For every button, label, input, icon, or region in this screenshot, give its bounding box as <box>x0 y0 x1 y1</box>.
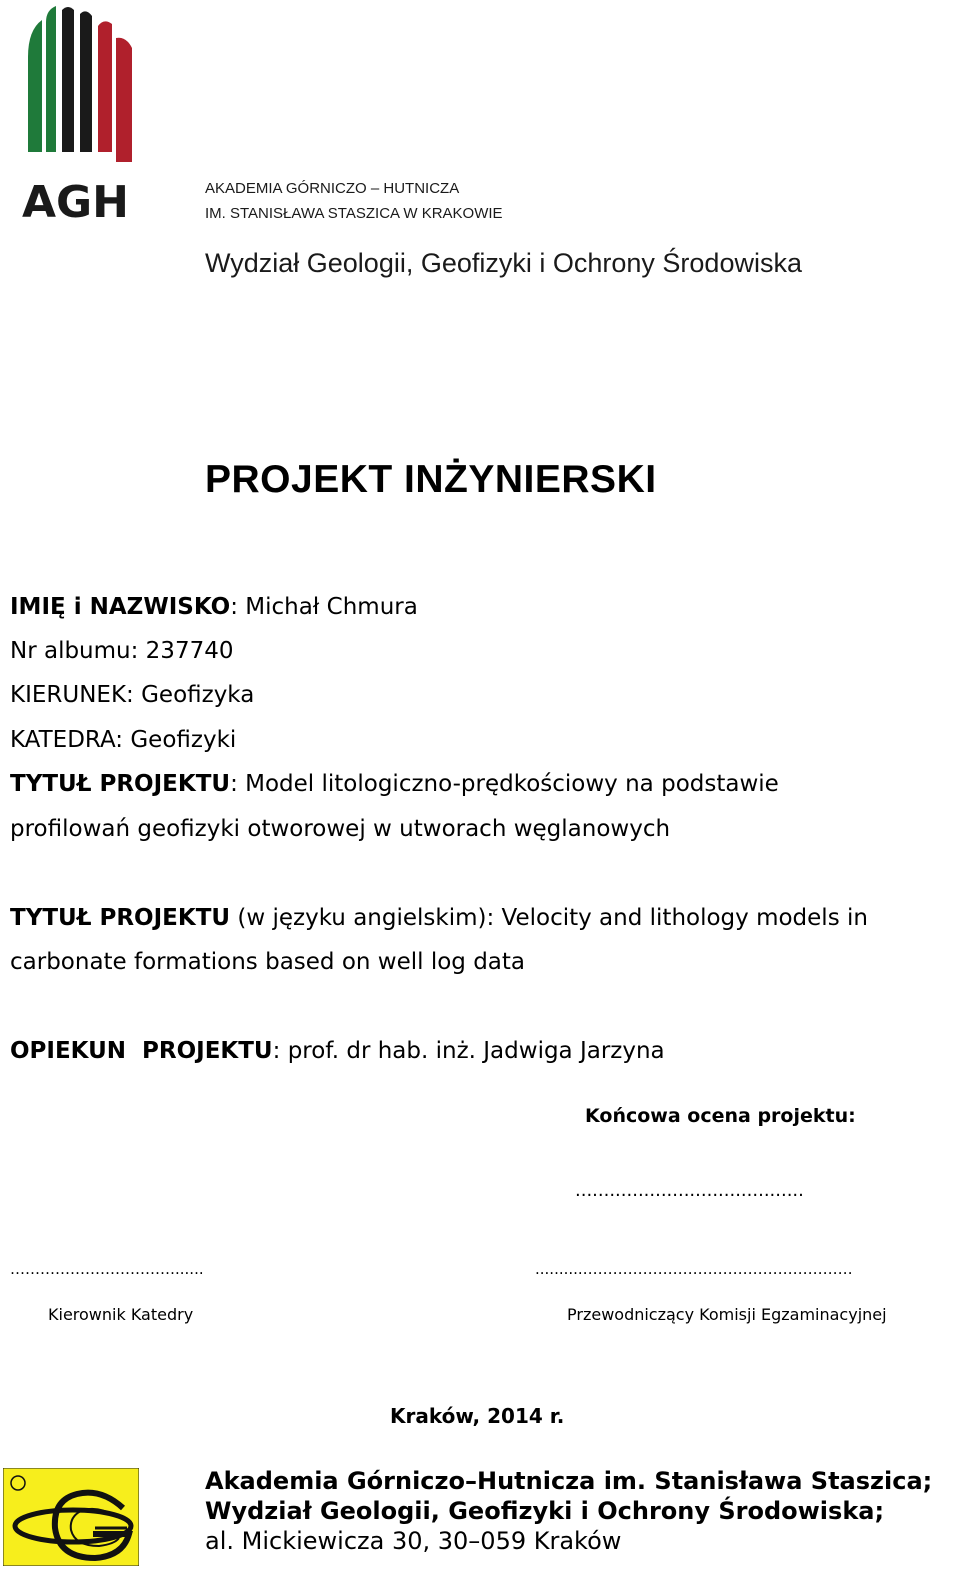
project-title-english-field <box>10 903 868 933</box>
agh-logo <box>20 2 140 220</box>
project-title-field: TYTUŁ PROJEKTU: Model litologiczno-prędkościowy na podstawie <box>10 771 779 797</box>
project-title-english-line1: (w języku angielskim): Velocity and lithology models in <box>230 905 868 931</box>
footer-faculty: Wydział Geologii, Geofizyki i Ochrony Środowiska; <box>205 1497 885 1525</box>
major-field: KIERUNEK: Geofizyka <box>10 682 255 708</box>
student-name-value: Michał Chmura <box>245 594 418 620</box>
supervisor-value: prof. dr hab. inż. Jadwiga Jarzyna <box>287 1038 665 1064</box>
university-name-line2: IM. STANISŁAWA STASZICA W KRAKOWIE <box>205 205 503 222</box>
faculty-name: Wydział Geologii, Geofizyki i Ochrony Środowiska <box>205 248 802 278</box>
project-title-english-label: TYTUŁ PROJEKTU <box>10 905 231 931</box>
footer-address: al. Mickiewicza 30, 30–059 Kraków <box>205 1527 622 1555</box>
department-field: KATEDRA: Geofizyki <box>10 727 237 753</box>
head-of-department-label: Kierownik Katedry <box>48 1305 194 1324</box>
student-name-label: IMIĘ i NAZWISKO <box>10 594 231 620</box>
university-name-line1: AKADEMIA GÓRNICZO – HUTNICZA <box>205 180 460 197</box>
student-name-field: IMIĘ i NAZWISKO: Michał Chmura <box>10 594 418 620</box>
supervisor-label: OPIEKUN PROJEKTU <box>10 1038 273 1064</box>
logo-text: AGH <box>22 177 129 220</box>
faculty-logo <box>3 1468 139 1566</box>
album-number: Nr albumu: 237740 <box>10 638 234 664</box>
committee-chair-label: Przewodniczący Komisji Egzaminacyjnej <box>567 1305 887 1324</box>
final-grade-label: Końcowa ocena projektu: <box>585 1105 856 1127</box>
supervisor-field: OPIEKUN PROJEKTU: prof. dr hab. inż. Jadwiga Jarzyna <box>10 1038 665 1064</box>
project-title-english-line2: carbonate formations based on well log data <box>10 949 526 975</box>
place-and-date: Kraków, 2014 r. <box>390 1404 565 1428</box>
head-of-department-signature-line: ……………………………...... <box>10 1260 204 1278</box>
footer-university: Akademia Górniczo–Hutnicza im. Stanisława Staszica; <box>205 1467 933 1495</box>
final-grade-blank: ........................................ <box>575 1180 804 1201</box>
project-title-value-line1: Model litologiczno-prędkościowy na podstawie <box>245 771 779 797</box>
project-title-value-line2: profilowań geofizyki otworowej w utworach węglanowych <box>10 816 671 842</box>
document-title: PROJEKT INŻYNIERSKI <box>205 458 657 501</box>
project-title-label: TYTUŁ PROJEKTU <box>10 771 231 797</box>
committee-chair-signature-line: ..........……………………………………………… <box>535 1260 853 1278</box>
